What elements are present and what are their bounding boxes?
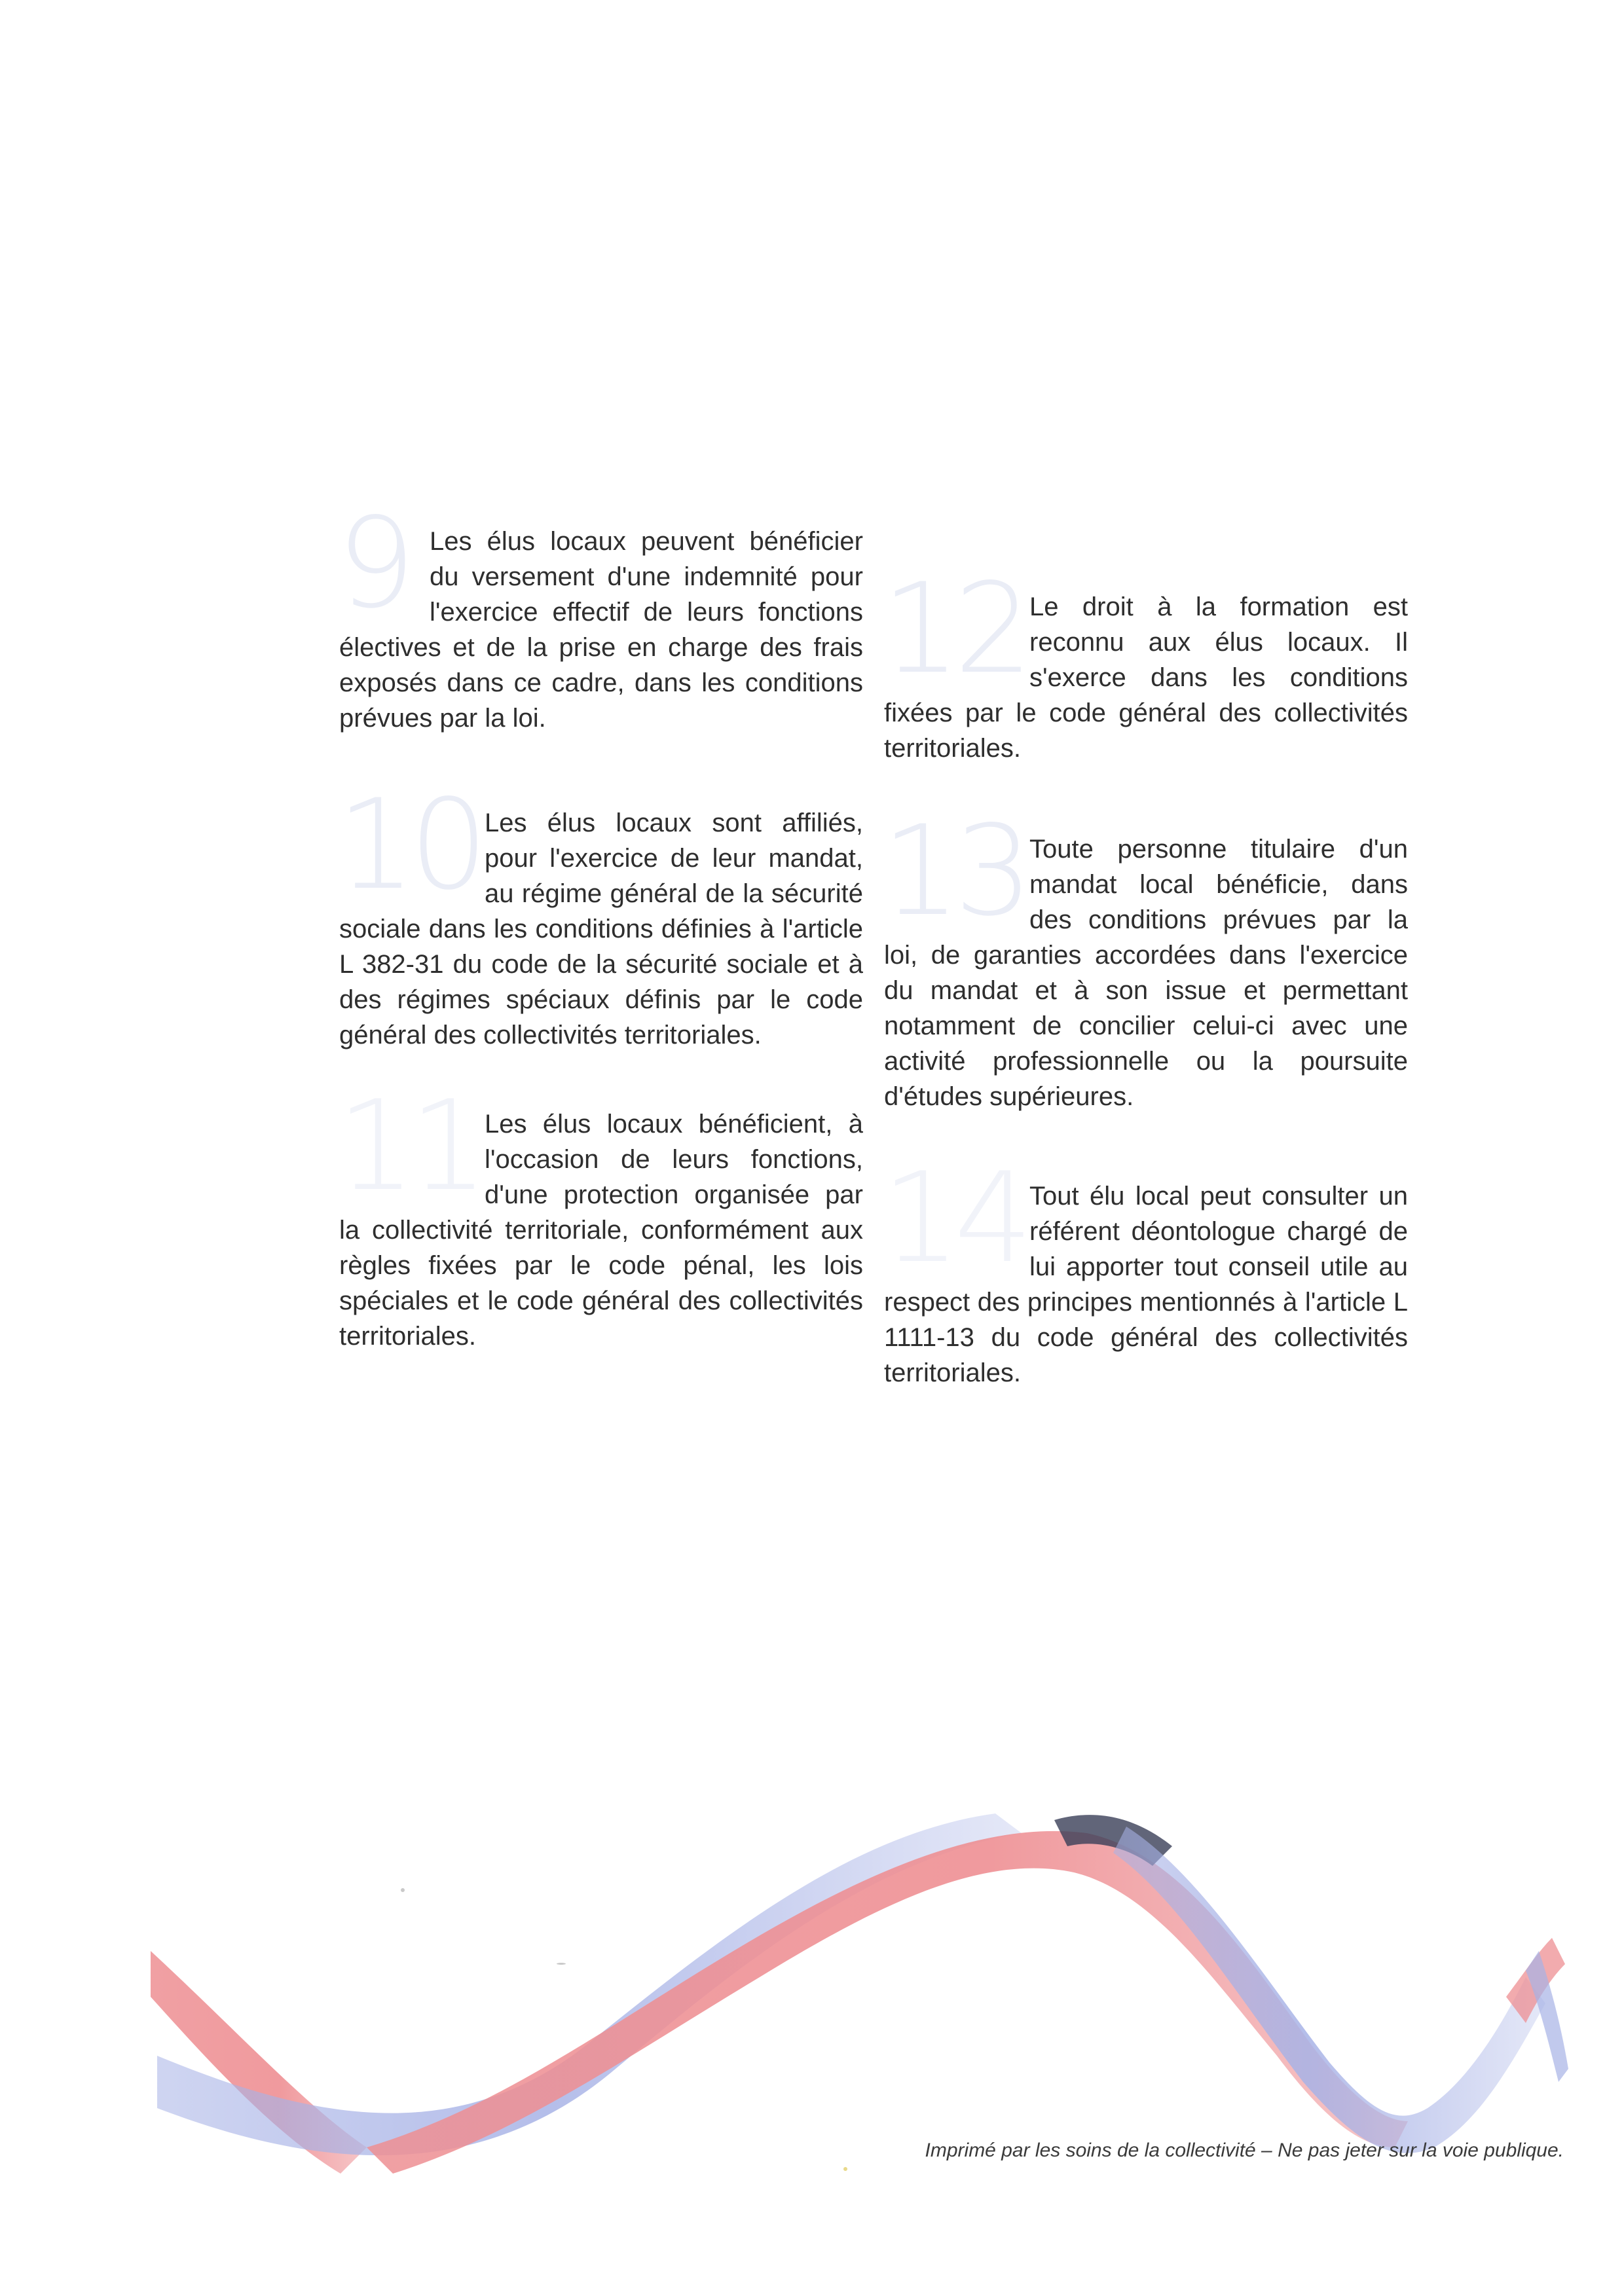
article-13 [881, 799, 1408, 1126]
article-text: Les élus locaux bénéficient, à l'occasion de leurs fonctions, d'une protection organisée par la collectivité territoriale, conformément aux règles fixées par le code pénal, les lois spéciales et le code général des collectivités territoriales. [339, 1110, 863, 1351]
article-9 [337, 491, 863, 733]
article-14 [881, 1146, 1408, 1440]
article-10 [337, 773, 863, 1054]
article-number: 13 [881, 799, 1027, 943]
article-text: Les élus locaux sont affiliés, pour l'exercice de leur mandat, au régime général de la sécurité sociale dans les conditions définies à l'article L 382-31 du code de la sécurité sociale et à des régimes spéciaux définis par le code général des collectivités territoriales. [339, 809, 863, 1049]
article-number: 10 [337, 773, 482, 917]
tricolor-ribbon [0, 1781, 1624, 2239]
article-number: 14 [881, 1146, 1027, 1290]
ribbon-blue-band [157, 1813, 1022, 2155]
article-text: Toute personne titulaire d'un mandat local bénéficie, dans des conditions prévues par la loi, de garanties accordées dans l'exercice du mandat et à son issue et permettant notamment de concilier celui-ci avec une activité professionnelle ou la poursuite d'études supérieures. [884, 835, 1408, 1111]
scan-speck [843, 2167, 847, 2171]
article-text: Les élus locaux peuvent bénéficier du versement d'une indemnité pour l'exercice effectif de leurs fonctions électives et de la prise en charge des frais exposés dans ce cadre, dans les conditions prévues par la loi. [339, 527, 863, 733]
article-11 [337, 1074, 863, 1355]
article-number: 9 [337, 491, 409, 636]
ribbon-blue-band-right [1113, 1827, 1545, 2153]
scan-speck [557, 1963, 566, 1965]
article-number: 11 [337, 1074, 482, 1218]
article-text: Tout élu local peut consulter un référent déontologue chargé de lui apporter tout conseil utile au respect des principes mentionnés à l'article L 1111-13 du code général des collectivités territoriales. [884, 1182, 1408, 1387]
article-number: 12 [881, 556, 1027, 701]
article-text: Le droit à la formation est reconnu aux élus locaux. Il s'exerce dans les conditions fixées par le code général des collectivités territoriales. [884, 592, 1408, 763]
footer-note: Imprimé par les soins de la collectivité – Ne pas jeter sur la voie publique. [925, 2140, 1564, 2161]
scan-speck [401, 1888, 405, 1892]
article-12 [881, 556, 1408, 786]
